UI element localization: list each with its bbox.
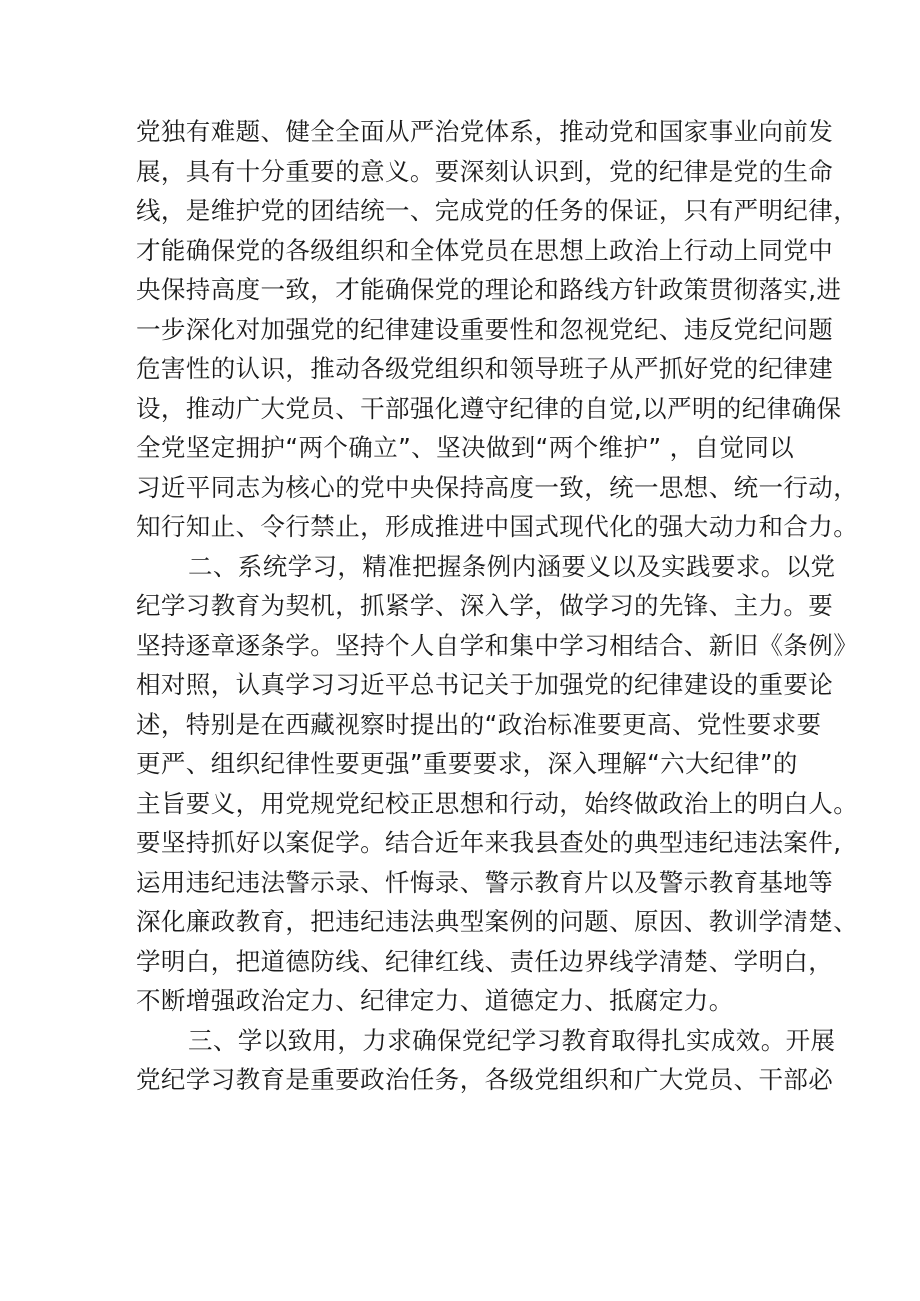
document-body (136, 112, 859, 1100)
text-line: 要坚持抓好以案促学。结合近年来我县查处的典型违纪违法案件, (136, 828, 842, 857)
text-line: 一步深化对加强党的纪律建设重要性和忽视党纪、违反党纪问题 (136, 314, 834, 344)
text-line: 三、学以致用，力求确保党纪学习教育取得扎实成效。开展 (188, 1025, 836, 1055)
paragraph-3 (136, 1021, 836, 1100)
text-line: 知行知止、令行禁止，形成推进中国式现代化的强大动力和合力。 (136, 512, 859, 541)
text-line: 央保持高度一致，才能确保党的理论和路线方针政策贯彻落实,进 (136, 275, 842, 304)
text-line: 设，推动广大党员、干部强化遵守纪律的自觉,以严明的纪律确保 (136, 393, 842, 423)
text-line: 纪学习教育为契机，抓紧学、深入学，做学习的先锋、主力。要 (136, 591, 834, 620)
text-line: 更严、组织纪律性要更强”重要要求，深入理解“六大纪律”的 (136, 749, 798, 778)
text-line: 学明白，把道德防线、纪律红线、责任边界线学清楚、学明白， (136, 946, 834, 976)
text-line: 才能确保党的各级组织和全体党员在思想上政治上行动上同党中 (136, 235, 834, 265)
text-line: 党纪学习教育是重要政治任务，各级党组织和广大党员、干部必 (136, 1065, 834, 1094)
text-line: 坚持逐章逐条学。坚持个人自学和集中学习相结合、新旧《条例》 (136, 630, 859, 660)
text-line: 党独有难题、健全全面从严治党体系，推动党和国家事业向前发 (136, 117, 834, 146)
text-line: 危害性的认识，推动各级党组织和领导班子从严抓好党的纪律建 (136, 354, 834, 383)
paragraph-1 (136, 112, 859, 547)
text-line: 述，特别是在西藏视察时提出的“政治标准要更高、党性要求要 (136, 709, 822, 739)
text-line: 全党坚定拥护“两个确立”、坚决做到“两个维护” ，自觉同以 (136, 433, 795, 462)
paragraph-2 (136, 547, 859, 1021)
text-line: 不断增强政治定力、纪律定力、道德定力、抵腐定力。 (136, 986, 734, 1015)
text-line: 线，是维护党的团结统一、完成党的任务的保证，只有严明纪律， (136, 196, 859, 225)
text-line: 二、系统学习，精准把握条例内涵要义以及实践要求。以党 (188, 551, 836, 581)
text-line: 相对照，认真学习习近平总书记关于加强党的纪律建设的重要论 (136, 670, 834, 699)
text-line: 运用违纪违法警示录、忏悔录、警示教育片以及警示教育基地等 (136, 867, 834, 897)
text-line: 主旨要义，用党规党纪校正思想和行动，始终做政治上的明白人。 (136, 788, 859, 818)
text-line: 深化廉政教育，把违纪违法典型案例的问题、原因、教训学清楚、 (136, 907, 859, 936)
text-line: 展，具有十分重要的意义。要深刻认识到，党的纪律是党的生命 (136, 156, 834, 186)
text-line: 习近平同志为核心的党中央保持高度一致，统一思想、统一行动， (136, 472, 859, 502)
